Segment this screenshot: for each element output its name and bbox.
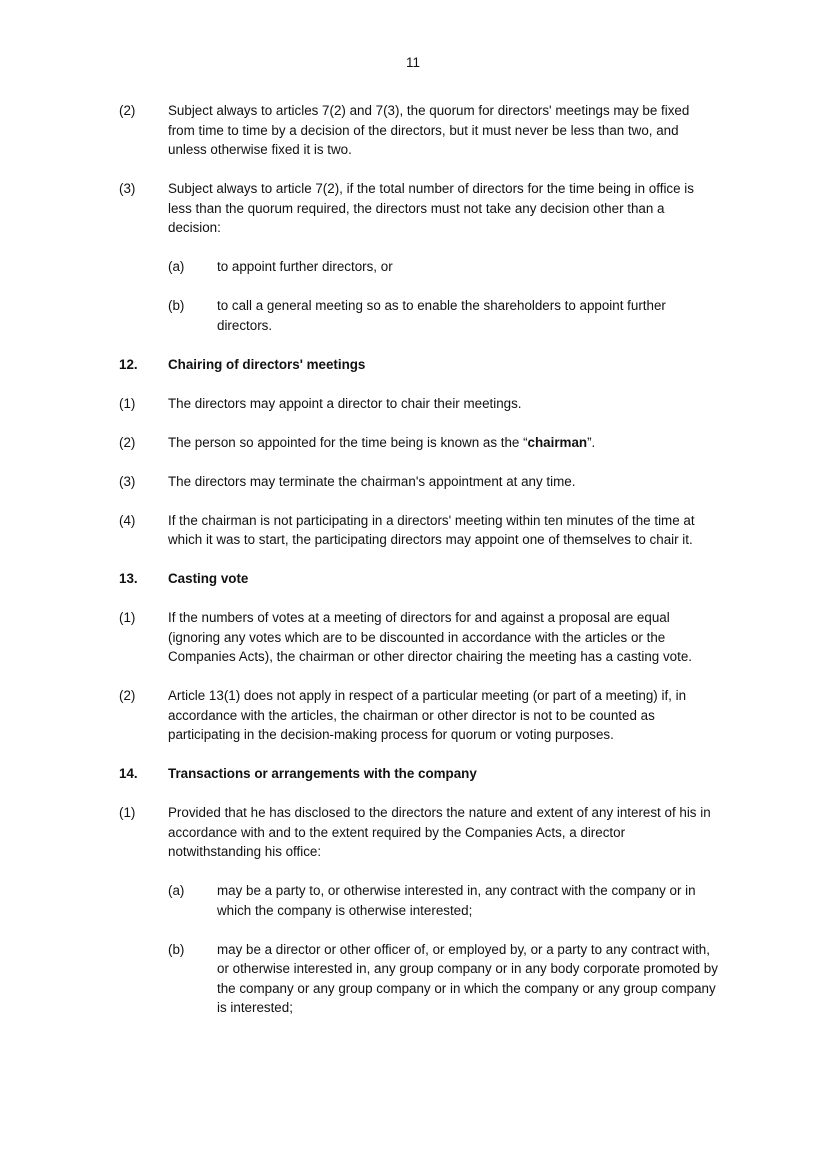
subclause-b (168, 296, 719, 335)
clause-text: Provided that he has disclosed to the directors the nature and extent of any interest of his in accordance with and to the extent required by the Companies Acts, a director notwithstanding his office: (168, 805, 711, 859)
subclause-a (168, 257, 719, 277)
clause-11-2 (119, 101, 719, 160)
clause-number: (1) (119, 610, 136, 625)
clause-12-1 (119, 394, 719, 414)
subclause-letter: (b) (168, 298, 185, 313)
clause-number: (4) (119, 512, 136, 528)
subclause-a (168, 881, 719, 920)
clause-text-after: ”. (587, 434, 596, 450)
clause-number: (2) (119, 103, 136, 118)
clause-text: Subject always to articles 7(2) and 7(3), the quorum for directors' meetings may be fixed from time to time by a decision of the directors, but it must never be less than two, and unless otherwise fixed it is two. (168, 103, 690, 157)
clause-12-2 (119, 433, 719, 453)
subclause-letter: (b) (168, 941, 185, 957)
article-number: 13. (119, 571, 138, 586)
article-title: Casting vote (168, 571, 249, 586)
subclause-letter: (a) (168, 259, 185, 274)
clause-text: If the chairman is not participating in a directors' meeting within ten minutes of the time at which it was to start, the participating directors may appoint one of themselves to chair it. (168, 512, 695, 547)
article-title: Chairing of directors' meetings (168, 356, 366, 372)
clause-number: (1) (119, 805, 136, 820)
article-13-heading (119, 569, 719, 589)
subclause-b (168, 940, 719, 1018)
article-12-heading (119, 355, 719, 375)
clause-text: If the numbers of votes at a meeting of directors for and against a proposal are equal (ignoring any votes which are to be discounted in accordance with the articles or the Companies Acts), the chairman or other director chairing the meeting has a casting vote. (168, 610, 692, 664)
article-number: 14. (119, 766, 138, 781)
clause-text: Article 13(1) does not apply in respect of a particular meeting (or part of a meeting) if, in accordance with the articles, the chairman or other director is not to be counted as participating in the decision-making process for quorum or voting purposes. (168, 688, 687, 742)
clause-12-4 (119, 511, 719, 550)
article-body (119, 101, 719, 1037)
clause-11-3 (119, 179, 719, 238)
clause-13-1 (119, 608, 719, 667)
clause-number: (2) (119, 434, 136, 450)
clause-number: (1) (119, 395, 136, 411)
clause-14-1 (119, 803, 719, 862)
clause-12-3 (119, 472, 719, 492)
clause-13-2 (119, 686, 719, 745)
clause-text (168, 433, 719, 453)
subclause-text: may be a party to, or otherwise interested in, any contract with the company or in which the company is otherwise interested; (217, 883, 696, 918)
article-number: 12. (119, 356, 138, 372)
clause-11-3-subitems (119, 257, 719, 335)
subclause-letter: (a) (168, 883, 185, 898)
defined-term-chairman: chairman (527, 434, 588, 450)
clause-number: (3) (119, 181, 136, 196)
clause-number: (2) (119, 688, 136, 703)
subclause-text: may be a director or other officer of, or employed by, or a party to any contract with, or otherwise interested in, any group company or in any body corporate promoted by the company or any group company or in which the company or any group company is interested; (217, 941, 718, 1015)
article-14-heading (119, 764, 719, 784)
clause-text: Subject always to article 7(2), if the total number of directors for the time being in office is less than the quorum required, the directors must not take any decision other than a decision: (168, 181, 694, 235)
subclause-text: to appoint further directors, or (217, 259, 393, 274)
clause-number: (3) (119, 473, 136, 489)
clause-text: The directors may appoint a director to chair their meetings. (168, 395, 522, 411)
clause-text: The directors may terminate the chairman's appointment at any time. (168, 473, 576, 489)
clause-text-before: The person so appointed for the time being is known as the “ (168, 434, 528, 450)
subclause-text: to call a general meeting so as to enable the shareholders to appoint further directors. (217, 298, 666, 333)
clause-14-1-subitems (119, 881, 719, 1018)
article-title: Transactions or arrangements with the company (168, 766, 477, 781)
page-number: 11 (406, 55, 420, 70)
